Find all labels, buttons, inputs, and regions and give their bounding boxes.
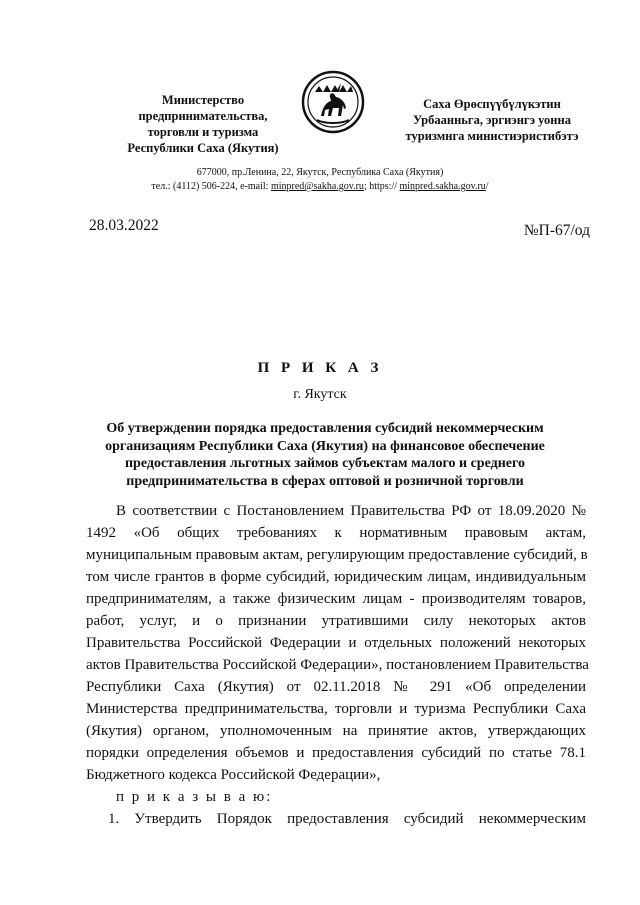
ministry-name-line: торговли и туризма	[147, 125, 259, 139]
body-line: 1492 «Об общих требованиях к нормативным правовым актам,	[86, 525, 586, 541]
subject-line: предпринимательства в сферах оптовой и розничной торговли	[126, 473, 524, 489]
subject-line: организациям Республики Саха (Якутия) на финансовое обеспечение	[105, 438, 545, 454]
email-link[interactable]: minpred@sakha.gov.ru	[270, 181, 364, 192]
document-date: 28.03.2022	[89, 217, 159, 234]
body-line: предпринимателям, а также физическим лицам - производителям товаров,	[86, 591, 586, 607]
body-line: (Якутия) органом, уполномоченным на принятие актов, утверждающих	[86, 723, 586, 739]
ministry-name-line: Урбаанньга, эргиэнгэ уонна	[413, 113, 571, 127]
contact-block	[60, 166, 580, 194]
body-line: Правительства Российской Федерации и отдельных положений некоторых	[86, 635, 586, 651]
body-line: муниципальным правовым актам, регулирующим предоставление субсидий, в	[86, 547, 588, 563]
document-body	[86, 500, 589, 830]
site-prefix: ; https://	[363, 181, 400, 192]
body-line: Бюджетного кодекса Российской Федерации»,	[86, 767, 381, 783]
body-line: актов Правительства Российской Федерации», постановлением Правительства	[86, 657, 589, 673]
site-link[interactable]: minpred.sakha.gov.ru	[399, 181, 486, 192]
phone-and-links	[60, 180, 580, 194]
ministry-name-russian	[98, 92, 308, 156]
body-line: Министерства предпринимательства, торговли и туризма Республики Саха	[86, 701, 586, 717]
ministry-name-line: предпринимательства,	[138, 109, 268, 123]
sakha-republic-emblem-icon	[301, 70, 365, 134]
order-word: п р и к а з ы в а ю:	[116, 789, 273, 805]
body-line: В соответствии с Постановлением Правительства РФ от 18.09.2020 №	[116, 503, 586, 519]
body-line: Республики Саха (Якутия) от 02.11.2018 № 291 «Об определении	[86, 679, 586, 695]
subject-line: Об утверждении порядка предоставления субсидий некоммерческим	[106, 421, 544, 436]
order-item-1: 1. Утвердить Порядок предоставления субсидий некоммерческим	[108, 811, 586, 827]
subject-line: предоставления льготных займов субъектам малого и среднего	[124, 456, 525, 471]
site-suffix: /	[485, 181, 489, 192]
ministry-name-line: Саха Өрөспүүбүлүкэтин	[423, 97, 561, 111]
document-city: г. Якутск	[293, 387, 347, 402]
body-line: работ, услуг, и о признании утратившими силу некоторых актов	[86, 613, 586, 629]
body-line: порядки определения объемов и предоставления субсидий по статье 78.1	[86, 745, 586, 761]
phone: тел.: (4112) 506-224, e-mail:	[151, 181, 271, 192]
document-number: №П-67/од	[523, 222, 590, 239]
body-line: том числе грантов в форме субсидий, юридическим лицам, индивидуальным	[86, 569, 586, 585]
document-subject	[95, 420, 555, 490]
ministry-name-line: Министерство	[161, 93, 245, 107]
ministry-name-line: туризмнга министиэристибэтэ	[405, 129, 579, 143]
document-type-title: П Р И К А З	[257, 360, 383, 376]
address: 677000, пр.Ленина, 22, Якутск, Республика Саха (Якутия)	[196, 167, 444, 178]
ministry-name-yakut	[392, 96, 592, 144]
ministry-name-line: Республики Саха (Якутия)	[127, 141, 279, 155]
